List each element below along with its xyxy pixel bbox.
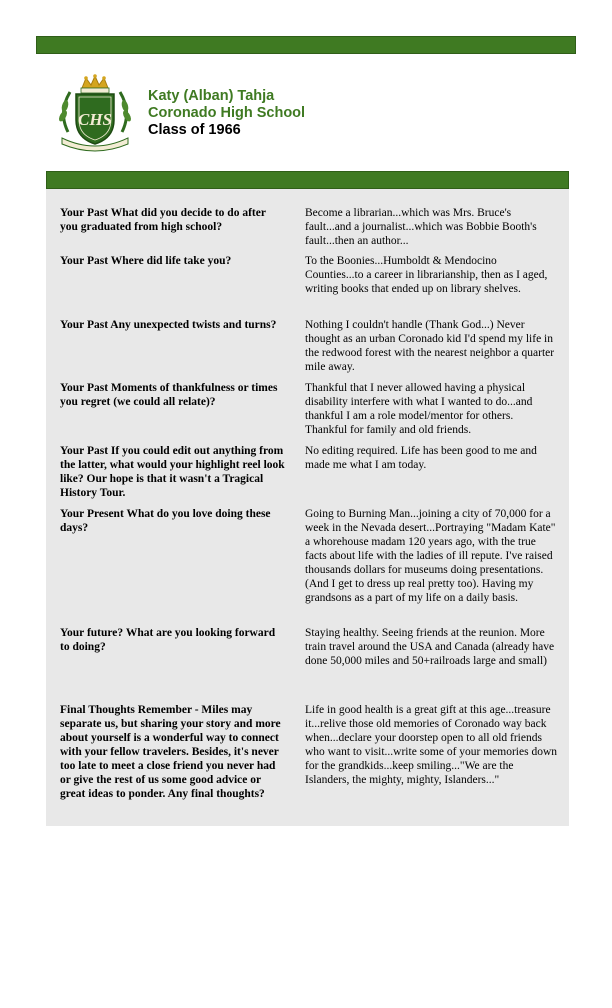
answer-text: Become a librarian...which was Mrs. Bruce's fault...and a journalist...which was Bobbie Booth's fault...then an author... <box>305 207 537 247</box>
qa-panel-header-bar <box>46 171 569 189</box>
question-text: Your Past Any unexpected twists and turns? <box>60 319 277 331</box>
question-text: Your Past Where did life take you? <box>60 255 232 267</box>
school-crest-logo <box>54 72 136 154</box>
answer-text: No editing required. Life has been good to me and made me what I am today. <box>305 445 537 471</box>
person-name: Katy (Alban) Tahja <box>148 88 275 104</box>
answer-text: Life in good health is a great gift at this age...treasure it...relive those old memories of Coronado way back when...declare your doorstep open to all old friends who want to visit...write some of your memories down for the grandkids...keep smiling..."We are the Islanders, the mighty, mighty, Islanders..." <box>305 704 558 786</box>
question-text: Your future? What are you looking forward to doing? <box>60 627 276 653</box>
answer-text: Staying healthy. Seeing friends at the reunion. More train travel around the USA and Canada (already have done 50,000 miles and 50+railroads large and small) <box>305 627 555 667</box>
answer-text: Thankful that I never allowed having a physical disability interfere with what I wanted to do...and thankful I am a role model/mentor for others. Thankful for family and old friends. <box>305 382 533 436</box>
profile-header <box>148 88 305 139</box>
class-year: Class of 1966 <box>148 122 241 138</box>
answer-text: Nothing I couldn't handle (Thank God...) Never thought as an urban Coronado kid I'd spend my life in the redwood forest with the nearest neighbor a quarter mile away. <box>305 319 555 373</box>
answer-text: To the Boonies...Humboldt & Mendocino Counties...to a career in librarianship, then as I aged, writing books that ended up on library shelves. <box>305 255 548 295</box>
question-text: Your Past What did you decide to do after you graduated from high school? <box>60 207 266 233</box>
top-banner-bar <box>36 36 576 54</box>
answer-text: Going to Burning Man...joining a city of 70,000 for a week in the Nevada desert...Portraying "Madam Kate" a whorehouse madam 120 years ago, with the true facts about life with the ladies of ill repute. I've raised thousands dollars for museums doing presentations. (And I get to dress up real pretty too). Having my grandsons as a part of my life on a daily basis. <box>305 508 556 604</box>
question-text: Your Past If you could edit out anything from the latter, what would your highlight reel look like? Our hope is that it wasn't a Tragical History Tour. <box>60 445 285 499</box>
question-text: Your Present What do you love doing these days? <box>60 508 271 534</box>
svg-text:CHS: CHS <box>77 110 113 129</box>
question-text: Final Thoughts Remember - Miles may separate us, but sharing your story and more about yourself is a wonderful way to connect with your fellow travelers. Besides, it's never too late to meet a close friend you never had or give the rest of us some good advice or great ideas to ponder. Any final thoughts? <box>60 704 281 800</box>
question-text: Your Past Moments of thankfulness or times you regret (we could all relate)? <box>60 382 278 408</box>
school-name: Coronado High School <box>148 105 306 121</box>
